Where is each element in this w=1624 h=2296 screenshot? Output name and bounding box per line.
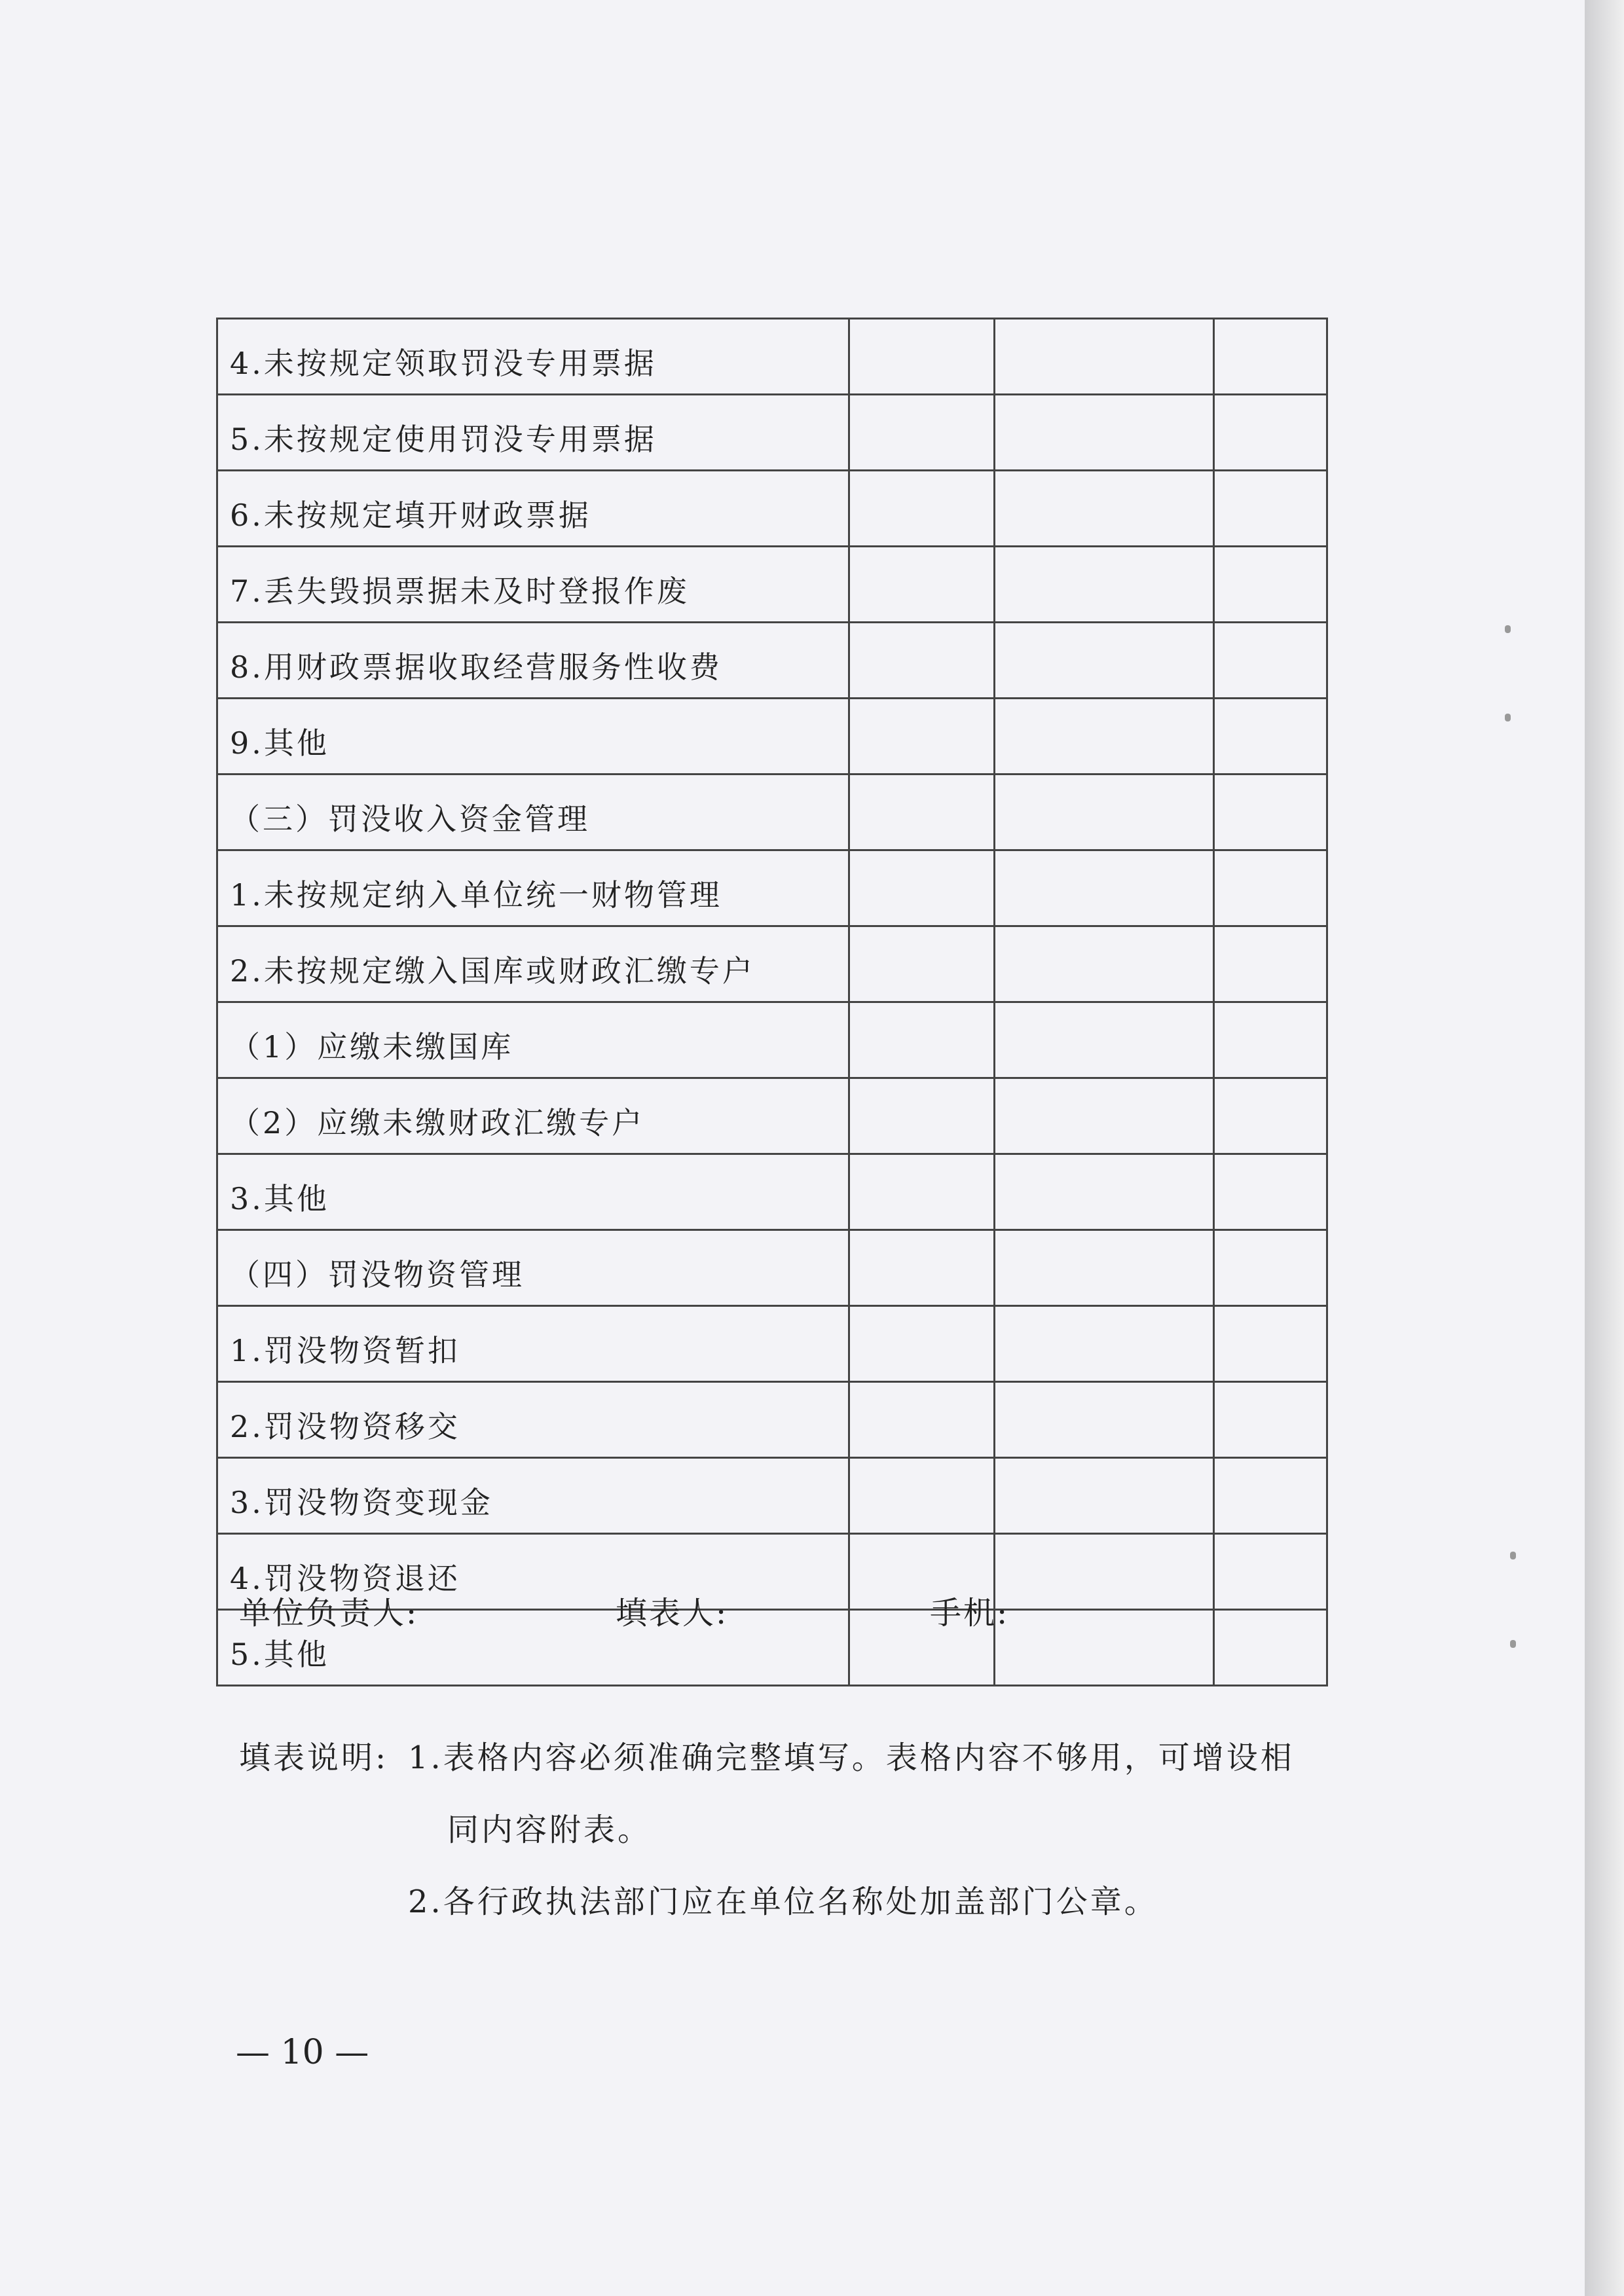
table-row	[217, 1306, 1327, 1382]
table-row	[217, 471, 1327, 547]
section-heading: （四）罚没物资管理	[217, 1230, 849, 1306]
table-cell	[849, 774, 995, 850]
table-cell	[995, 319, 1214, 395]
table-cell	[1214, 319, 1327, 395]
table-cell	[1214, 1306, 1327, 1382]
table-cell	[995, 926, 1214, 1002]
table-cell	[1214, 1610, 1327, 1686]
table-cell	[1214, 926, 1327, 1002]
table-cell	[995, 1154, 1214, 1230]
table-cell	[1214, 1534, 1327, 1610]
table-cell	[849, 1230, 995, 1306]
row-label: 2.罚没物资移交	[217, 1382, 849, 1458]
table-cell	[995, 623, 1214, 699]
table-cell	[849, 1154, 995, 1230]
table-row	[217, 1078, 1327, 1154]
table-cell	[1214, 471, 1327, 547]
table-row	[217, 850, 1327, 926]
row-label: 5.未按规定使用罚没专用票据	[217, 395, 849, 471]
table-cell	[995, 471, 1214, 547]
row-label: 3.罚没物资变现金	[217, 1458, 849, 1534]
table-cell	[995, 1230, 1214, 1306]
unit-head-label: 单位负责人:	[239, 1595, 419, 1631]
table-cell	[995, 547, 1214, 623]
table-row	[217, 1002, 1327, 1078]
table-cell	[849, 471, 995, 547]
table-cell	[849, 395, 995, 471]
row-label: 7.丢失毁损票据未及时登报作废	[217, 547, 849, 623]
table-cell	[1214, 774, 1327, 850]
table-cell	[995, 1382, 1214, 1458]
table-cell	[849, 623, 995, 699]
table-cell	[1214, 1002, 1327, 1078]
row-label: 8.用财政票据收取经营服务性收费	[217, 623, 849, 699]
instruction-item-2: 2.各行政执法部门应在单位名称处加盖部门公章。	[408, 1884, 1158, 1920]
filler-label: 填表人:	[616, 1595, 729, 1631]
table-cell	[1214, 699, 1327, 774]
table-cell	[1214, 1382, 1327, 1458]
table-cell	[1214, 1230, 1327, 1306]
row-label: 1.罚没物资暂扣	[217, 1306, 849, 1382]
table-row	[217, 1230, 1327, 1306]
table-cell	[1214, 850, 1327, 926]
table-cell	[849, 699, 995, 774]
table-row	[217, 547, 1327, 623]
table-cell	[1214, 1458, 1327, 1534]
table-cell	[995, 1610, 1214, 1686]
scan-speck	[1505, 714, 1511, 721]
table-cell	[849, 319, 995, 395]
table-row	[217, 1154, 1327, 1230]
penalty-management-table	[216, 318, 1328, 1686]
table-row	[217, 1458, 1327, 1534]
table-cell	[849, 1078, 995, 1154]
table-row	[217, 319, 1327, 395]
row-label: 5.其他	[217, 1610, 849, 1686]
section-heading: （三）罚没收入资金管理	[217, 774, 849, 850]
table-cell	[1214, 1154, 1327, 1230]
row-label: （2）应缴未缴财政汇缴专户	[217, 1078, 849, 1154]
row-label: 9.其他	[217, 699, 849, 774]
table-row	[217, 623, 1327, 699]
scan-speck	[1510, 1552, 1516, 1559]
instruction-item-1-continued: 同内容附表。	[447, 1812, 652, 1848]
table-cell	[995, 1306, 1214, 1382]
instructions-label: 填表说明:	[239, 1740, 389, 1776]
row-label: 2.未按规定缴入国库或财政汇缴专户	[217, 926, 849, 1002]
table-cell	[1214, 547, 1327, 623]
table-cell	[1214, 623, 1327, 699]
table-cell	[995, 1078, 1214, 1154]
table-cell	[849, 926, 995, 1002]
page-number: — 10 —	[236, 2033, 369, 2072]
row-label: 3.其他	[217, 1154, 849, 1230]
row-label: 6.未按规定填开财政票据	[217, 471, 849, 547]
table-row	[217, 774, 1327, 850]
table-cell	[1214, 1078, 1327, 1154]
table-cell	[849, 1382, 995, 1458]
scan-speck	[1510, 1640, 1516, 1648]
table-cell	[995, 1002, 1214, 1078]
instruction-item-1: 1.表格内容必须准确完整填写。表格内容不够用，可增设相	[408, 1740, 1295, 1776]
table-cell	[995, 1458, 1214, 1534]
table-cell	[995, 1534, 1214, 1610]
table-cell	[1214, 395, 1327, 471]
scan-speck	[1505, 625, 1511, 633]
row-label: 1.未按规定纳入单位统一财物管理	[217, 850, 849, 926]
table-cell	[849, 1002, 995, 1078]
phone-label: 手机:	[930, 1595, 1010, 1631]
table-cell	[849, 1306, 995, 1382]
row-label: （1）应缴未缴国库	[217, 1002, 849, 1078]
table-cell	[995, 774, 1214, 850]
table-cell	[995, 699, 1214, 774]
table-cell	[995, 395, 1214, 471]
table-row	[217, 395, 1327, 471]
row-label: 4.罚没物资退还	[217, 1534, 849, 1610]
table-cell	[995, 850, 1214, 926]
table-cell	[849, 850, 995, 926]
table-cell	[849, 1458, 995, 1534]
scan-edge	[1585, 0, 1624, 2296]
table-row	[217, 1382, 1327, 1458]
table-row	[217, 699, 1327, 774]
row-label: 4.未按规定领取罚没专用票据	[217, 319, 849, 395]
table-row	[217, 926, 1327, 1002]
table-cell	[849, 547, 995, 623]
